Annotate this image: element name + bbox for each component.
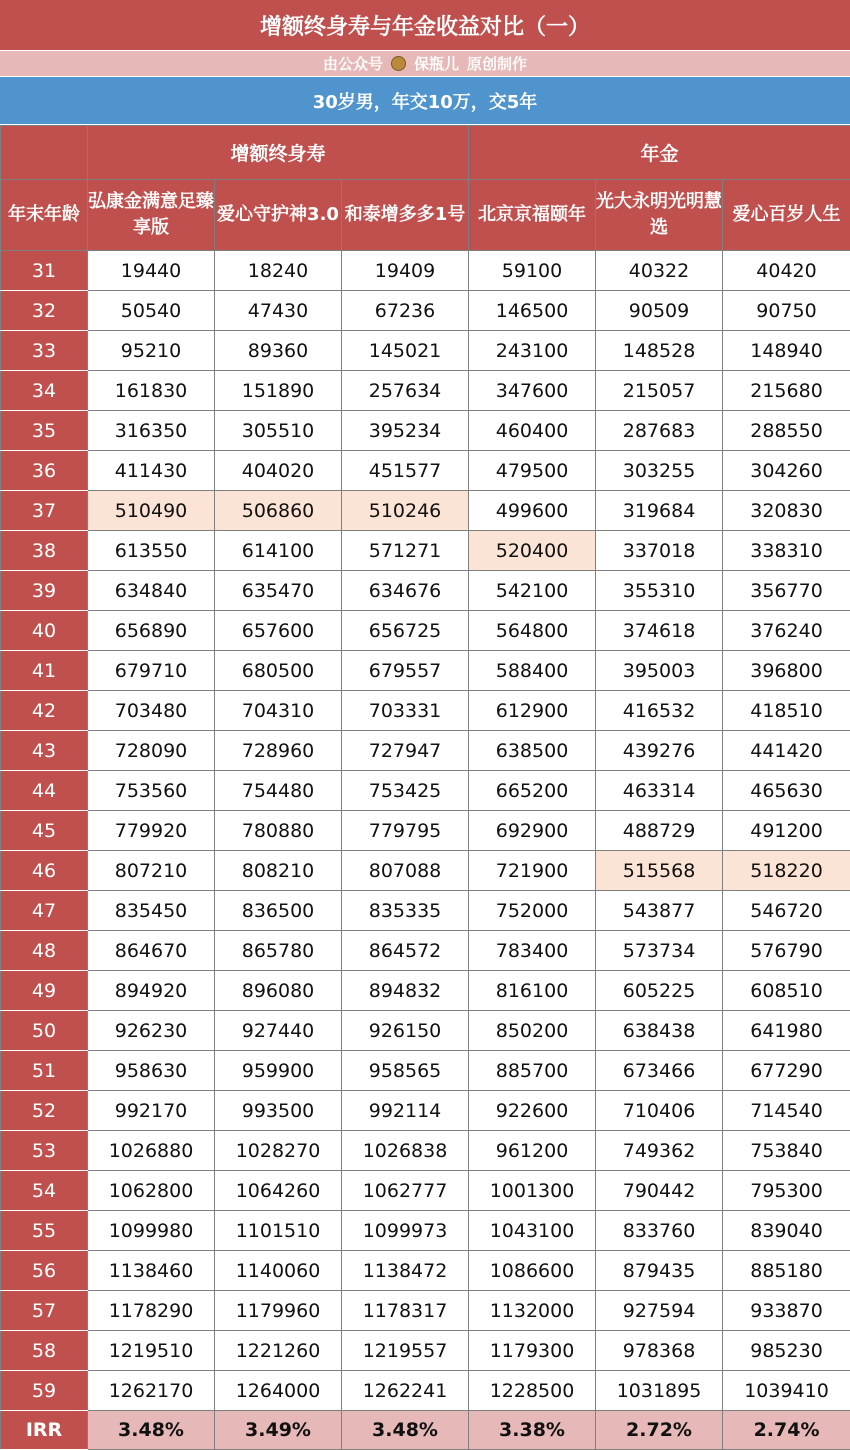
value-cell: 1178290 [88,1291,215,1331]
value-cell: 679710 [88,651,215,691]
value-cell: 657600 [215,611,342,651]
value-cell: 151890 [215,371,342,411]
table-row [1,931,850,971]
source-prefix: 由公众号 [323,53,383,74]
value-cell: 807088 [342,851,469,891]
value-cell: 1264000 [215,1371,342,1411]
value-cell: 1028270 [215,1131,342,1171]
table-row [1,1331,850,1371]
value-cell: 850200 [469,1011,596,1051]
value-cell: 1043100 [469,1211,596,1251]
value-cell: 355310 [596,571,723,611]
value-cell: 1179300 [469,1331,596,1371]
product-header: 和泰增多多1号 [342,180,469,251]
value-cell: 491200 [723,811,850,851]
age-cell: 33 [1,331,88,371]
value-cell: 1101510 [215,1211,342,1251]
value-cell: 376240 [723,611,850,651]
value-cell: 395003 [596,651,723,691]
table-row [1,1291,850,1331]
value-cell: 680500 [215,651,342,691]
value-cell: 418510 [723,691,850,731]
value-cell: 573734 [596,931,723,971]
age-cell: 51 [1,1051,88,1091]
value-cell: 612900 [469,691,596,731]
value-cell: 571271 [342,531,469,571]
value-cell: 243100 [469,331,596,371]
age-cell: 59 [1,1371,88,1411]
value-cell: 416532 [596,691,723,731]
value-cell: 319684 [596,491,723,531]
product-header: 光大永明光明慧选 [596,180,723,251]
value-cell: 564800 [469,611,596,651]
age-cell: 34 [1,371,88,411]
value-cell: 677290 [723,1051,850,1091]
table-row [1,1251,850,1291]
value-cell: 510490 [88,491,215,531]
table-row [1,891,850,931]
irr-value: 2.72% [596,1411,723,1450]
value-cell: 605225 [596,971,723,1011]
age-cell: 37 [1,491,88,531]
value-cell: 885180 [723,1251,850,1291]
value-cell: 411430 [88,451,215,491]
value-cell: 896080 [215,971,342,1011]
value-cell: 894920 [88,971,215,1011]
age-cell: 48 [1,931,88,971]
value-cell: 18240 [215,251,342,291]
value-cell: 543877 [596,891,723,931]
value-cell: 752000 [469,891,596,931]
bottle-logo-icon [391,56,406,71]
value-cell: 927440 [215,1011,342,1051]
value-cell: 576790 [723,931,850,971]
age-cell: 54 [1,1171,88,1211]
value-cell: 320830 [723,491,850,531]
table-row [1,371,850,411]
value-cell: 515568 [596,851,723,891]
value-cell: 879435 [596,1251,723,1291]
value-cell: 613550 [88,531,215,571]
value-cell: 783400 [469,931,596,971]
irr-value: 3.48% [88,1411,215,1450]
value-cell: 958565 [342,1051,469,1091]
value-cell: 638438 [596,1011,723,1051]
age-cell: 39 [1,571,88,611]
corner-cell [1,126,88,180]
value-cell: 679557 [342,651,469,691]
table-row [1,571,850,611]
age-cell: 42 [1,691,88,731]
value-cell: 47430 [215,291,342,331]
product-header: 北京京福颐年 [469,180,596,251]
value-cell: 864572 [342,931,469,971]
table-body [1,251,850,1411]
value-cell: 1062777 [342,1171,469,1211]
value-cell: 215057 [596,371,723,411]
table-row [1,651,850,691]
value-cell: 864670 [88,931,215,971]
value-cell: 479500 [469,451,596,491]
table-row [1,691,850,731]
value-cell: 395234 [342,411,469,451]
irr-value: 2.74% [723,1411,850,1450]
value-cell: 807210 [88,851,215,891]
table-row [1,291,850,331]
age-cell: 46 [1,851,88,891]
age-cell: 58 [1,1331,88,1371]
age-cell: 43 [1,731,88,771]
value-cell: 518220 [723,851,850,891]
value-cell: 374618 [596,611,723,651]
value-cell: 148528 [596,331,723,371]
age-cell: 38 [1,531,88,571]
age-cell: 56 [1,1251,88,1291]
value-cell: 835450 [88,891,215,931]
age-cell: 44 [1,771,88,811]
value-cell: 692900 [469,811,596,851]
value-cell: 1178317 [342,1291,469,1331]
value-cell: 753425 [342,771,469,811]
value-cell: 161830 [88,371,215,411]
value-cell: 510246 [342,491,469,531]
page-title: 增额终身寿与年金收益对比（一） [0,0,850,51]
value-cell: 488729 [596,811,723,851]
value-cell: 1099973 [342,1211,469,1251]
value-cell: 1219557 [342,1331,469,1371]
value-cell: 40420 [723,251,850,291]
value-cell: 90509 [596,291,723,331]
value-cell: 451577 [342,451,469,491]
value-cell: 958630 [88,1051,215,1091]
value-cell: 992170 [88,1091,215,1131]
value-cell: 753840 [723,1131,850,1171]
value-cell: 656890 [88,611,215,651]
value-cell: 710406 [596,1091,723,1131]
value-cell: 1026880 [88,1131,215,1171]
value-cell: 396800 [723,651,850,691]
value-cell: 835335 [342,891,469,931]
value-cell: 506860 [215,491,342,531]
value-cell: 95210 [88,331,215,371]
value-cell: 465630 [723,771,850,811]
value-cell: 257634 [342,371,469,411]
value-cell: 704310 [215,691,342,731]
value-cell: 749362 [596,1131,723,1171]
value-cell: 89360 [215,331,342,371]
table-row [1,1091,850,1131]
value-cell: 499600 [469,491,596,531]
value-cell: 404020 [215,451,342,491]
value-cell: 347600 [469,371,596,411]
value-cell: 1262241 [342,1371,469,1411]
value-cell: 992114 [342,1091,469,1131]
value-cell: 304260 [723,451,850,491]
table-row [1,531,850,571]
table-row [1,1371,850,1411]
scenario-subtitle: 30岁男，年交10万，交5年 [0,77,850,125]
value-cell: 19440 [88,251,215,291]
value-cell: 463314 [596,771,723,811]
value-cell: 1179960 [215,1291,342,1331]
age-cell: 47 [1,891,88,931]
age-cell: 49 [1,971,88,1011]
value-cell: 1031895 [596,1371,723,1411]
value-cell: 779795 [342,811,469,851]
value-cell: 1228500 [469,1371,596,1411]
table-row [1,251,850,291]
table-row [1,1171,850,1211]
value-cell: 926150 [342,1011,469,1051]
value-cell: 673466 [596,1051,723,1091]
value-cell: 753560 [88,771,215,811]
age-cell: 55 [1,1211,88,1251]
value-cell: 1132000 [469,1291,596,1331]
value-cell: 316350 [88,411,215,451]
value-cell: 959900 [215,1051,342,1091]
table-row [1,611,850,651]
product-header: 爱心守护神3.0 [215,180,342,251]
value-cell: 1001300 [469,1171,596,1211]
value-cell: 779920 [88,811,215,851]
value-cell: 795300 [723,1171,850,1211]
value-cell: 542100 [469,571,596,611]
table-row [1,331,850,371]
value-cell: 816100 [469,971,596,1011]
value-cell: 728090 [88,731,215,771]
value-cell: 67236 [342,291,469,331]
value-cell: 1219510 [88,1331,215,1371]
value-cell: 1039410 [723,1371,850,1411]
value-cell: 441420 [723,731,850,771]
value-cell: 146500 [469,291,596,331]
value-cell: 59100 [469,251,596,291]
value-cell: 50540 [88,291,215,331]
value-cell: 641980 [723,1011,850,1051]
value-cell: 703480 [88,691,215,731]
value-cell: 1138460 [88,1251,215,1291]
irr-label: IRR [1,1411,88,1450]
value-cell: 1026838 [342,1131,469,1171]
irr-value: 3.49% [215,1411,342,1450]
table-row [1,1011,850,1051]
value-cell: 993500 [215,1091,342,1131]
comparison-table [0,125,850,1450]
table-row [1,771,850,811]
table-row [1,731,850,771]
age-cell: 45 [1,811,88,851]
value-cell: 754480 [215,771,342,811]
value-cell: 961200 [469,1131,596,1171]
value-cell: 460400 [469,411,596,451]
product-header: 弘康金满意足臻享版 [88,180,215,251]
value-cell: 665200 [469,771,596,811]
value-cell: 1140060 [215,1251,342,1291]
age-cell: 32 [1,291,88,331]
value-cell: 833760 [596,1211,723,1251]
group-header-whole-life: 增额终身寿 [88,126,469,180]
age-cell: 40 [1,611,88,651]
value-cell: 588400 [469,651,596,691]
value-cell: 922600 [469,1091,596,1131]
value-cell: 40322 [596,251,723,291]
age-cell: 52 [1,1091,88,1131]
table-row [1,1211,850,1251]
value-cell: 933870 [723,1291,850,1331]
value-cell: 727947 [342,731,469,771]
table-row [1,811,850,851]
irr-row [1,1411,850,1450]
value-cell: 546720 [723,891,850,931]
table-row [1,411,850,451]
value-cell: 721900 [469,851,596,891]
value-cell: 287683 [596,411,723,451]
value-cell: 303255 [596,451,723,491]
value-cell: 338310 [723,531,850,571]
age-cell: 50 [1,1011,88,1051]
value-cell: 714540 [723,1091,850,1131]
value-cell: 638500 [469,731,596,771]
value-cell: 926230 [88,1011,215,1051]
age-cell: 31 [1,251,88,291]
group-header-annuity: 年金 [469,126,850,180]
value-cell: 790442 [596,1171,723,1211]
value-cell: 865780 [215,931,342,971]
value-cell: 634840 [88,571,215,611]
age-cell: 35 [1,411,88,451]
table-row [1,451,850,491]
irr-value: 3.48% [342,1411,469,1450]
value-cell: 927594 [596,1291,723,1331]
table-row [1,491,850,531]
irr-value: 3.38% [469,1411,596,1450]
value-cell: 614100 [215,531,342,571]
source-brand: 保瓶儿 [414,53,459,74]
table-row [1,851,850,891]
value-cell: 439276 [596,731,723,771]
source-bar [0,51,850,77]
value-cell: 305510 [215,411,342,451]
value-cell: 985230 [723,1331,850,1371]
value-cell: 1064260 [215,1171,342,1211]
age-cell: 57 [1,1291,88,1331]
value-cell: 1221260 [215,1331,342,1371]
value-cell: 520400 [469,531,596,571]
value-cell: 894832 [342,971,469,1011]
value-cell: 634676 [342,571,469,611]
value-cell: 1099980 [88,1211,215,1251]
age-cell: 36 [1,451,88,491]
table-row [1,1131,850,1171]
value-cell: 1262170 [88,1371,215,1411]
value-cell: 836500 [215,891,342,931]
product-header: 爱心百岁人生 [723,180,850,251]
source-suffix: 原创制作 [467,53,527,74]
table-row [1,1051,850,1091]
value-cell: 1062800 [88,1171,215,1211]
value-cell: 656725 [342,611,469,651]
age-column-header: 年末年龄 [1,180,88,251]
value-cell: 635470 [215,571,342,611]
value-cell: 1138472 [342,1251,469,1291]
value-cell: 703331 [342,691,469,731]
age-cell: 41 [1,651,88,691]
value-cell: 1086600 [469,1251,596,1291]
value-cell: 145021 [342,331,469,371]
value-cell: 337018 [596,531,723,571]
value-cell: 728960 [215,731,342,771]
value-cell: 608510 [723,971,850,1011]
value-cell: 978368 [596,1331,723,1371]
value-cell: 19409 [342,251,469,291]
value-cell: 885700 [469,1051,596,1091]
value-cell: 148940 [723,331,850,371]
value-cell: 808210 [215,851,342,891]
value-cell: 839040 [723,1211,850,1251]
value-cell: 215680 [723,371,850,411]
value-cell: 288550 [723,411,850,451]
value-cell: 780880 [215,811,342,851]
table-row [1,971,850,1011]
value-cell: 356770 [723,571,850,611]
value-cell: 90750 [723,291,850,331]
age-cell: 53 [1,1131,88,1171]
